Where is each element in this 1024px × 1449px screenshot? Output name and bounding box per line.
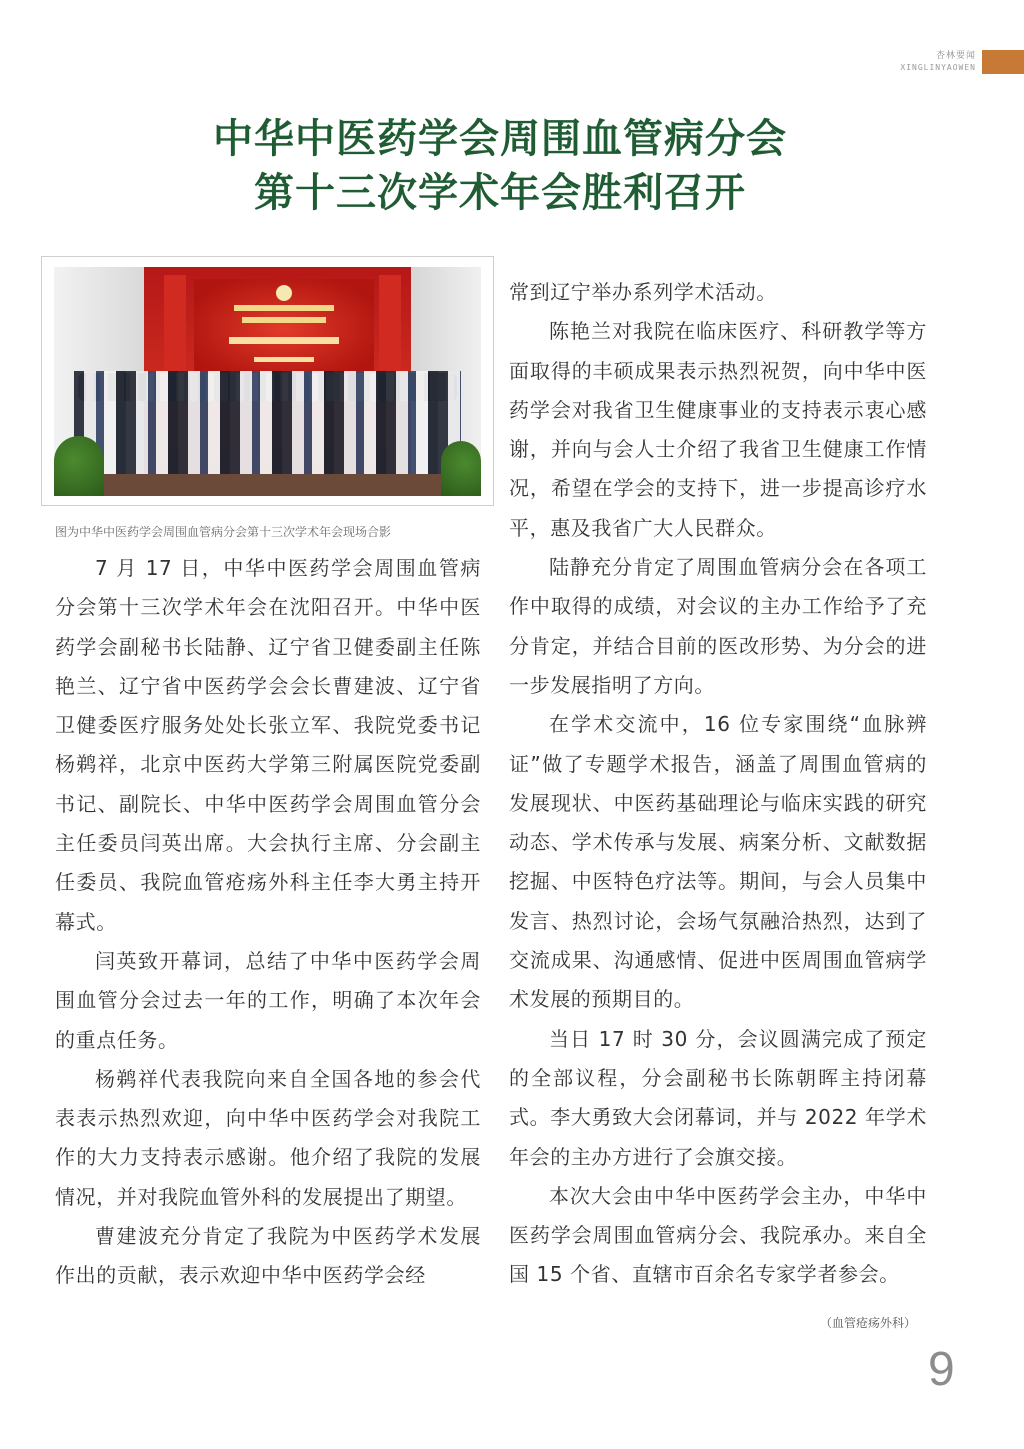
section-color-bar (982, 50, 1024, 74)
paragraph: 7 月 17 日，中华中医药学会周围血管病分会第十三次学术年会在沈阳召开。中华中医药学会副秘书长陆静、辽宁省卫健委副主任陈艳兰、辽宁省中医药学会会长曹建波、辽宁省卫健委医疗服务处处长张立军、我院党委书记杨鹈祥，北京中医药大学第三附属医院党委副书记、副院长、中华中医药学会周围血管分会主任委员闫英出席。大会执行主席、分会副主任委员、我院血管疮疡外科主任李大勇主持开幕式。 (55, 556, 481, 934)
title-line-2: 第十三次学术年会胜利召开 (254, 169, 746, 216)
society-logo-icon (276, 285, 292, 301)
paragraph: 陈艳兰对我院在临床医疗、科研教学等方面取得的丰硕成果表示热烈祝贺，向中华中医药学会对我省卫生健康事业的支持表示衷心感谢，并向与会人士介绍了我省卫生健康工作情况，希望在学会的支持下，进一步提高诊疗水平，惠及我省广大人民群众。 (509, 319, 927, 540)
plant-left (54, 436, 104, 496)
group-photo (54, 267, 481, 496)
side-banner-right (379, 275, 401, 385)
side-banner-left (164, 275, 186, 385)
title-line-1: 中华中医药学会周围血管病分会 (213, 115, 787, 162)
article-title (0, 112, 1000, 220)
paragraph: 本次大会由中华中医药学会主办，中华中医药学会周围血管病分会、我院承办。来自全国 15 个省、直辖市百余名专家学者参会。 (509, 1183, 927, 1287)
section-header (900, 48, 976, 72)
plant-right (441, 441, 481, 496)
paragraph: 杨鹈祥代表我院向来自全国各地的参会代表表示热烈欢迎，向中华中医药学会对我院工作的大力支持表示感谢。他介绍了我院的发展情况，并对我院血管外科的发展提出了期望。 (55, 1066, 481, 1209)
paragraph: 闫英致开幕词，总结了中华中医药学会周围血管分会过去一年的工作，明确了本次年会的重点任务。 (55, 948, 481, 1052)
group-photo-frame (41, 256, 494, 506)
stage-backdrop (194, 279, 374, 379)
stage-floor (54, 474, 481, 496)
paragraph-continuation: 常到辽宁举办系列学术活动。 (509, 280, 777, 304)
paragraph: 陆静充分肯定了周围血管病分会在各项工作中取得的成绩，对会议的主办工作给予了充分肯定，并结合目前的医改形势、为分会的进一步发展指明了方向。 (509, 555, 927, 697)
author-department: （血管疮疡外科） (820, 1316, 917, 1330)
section-name: 杏林要闻 (935, 51, 976, 61)
paragraph: 曹建波充分肯定了我院为中医药学术发展作出的贡献，表示欢迎中华中医药学会经 (55, 1224, 481, 1288)
paragraph: 当日 17 时 30 分，会议圆满完成了预定的全部议程，分会副秘书长陈朝晖主持闭幕式。李大勇致大会闭幕词，并与 2022 年学术年会的主办方进行了会旗交接。 (509, 1026, 927, 1169)
page-number: 9 (928, 1343, 955, 1396)
photo-caption: 图为中华中医药学会周围血管病分会第十三次学术年会现场合影 (55, 525, 392, 539)
paragraph: 在学术交流中，16 位专家围绕“血脉辨证”做了专题学术报告，涵盖了周围血管病的发展现状、中医药基础理论与临床实践的研究动态、学术传承与发展、病案分析、文献数据挖掘、中医特色疗法等。期间，与会人员集中发言、热烈讨论，会场气氛融洽热烈，达到了交流成果、沟通感情、促进中医周围血管病学术发展的预期目的。 (509, 712, 927, 1012)
article-column-right (509, 273, 927, 1295)
section-name-pinyin: XINGLINYAOWEN (900, 63, 976, 72)
article-column-left (55, 549, 481, 1296)
